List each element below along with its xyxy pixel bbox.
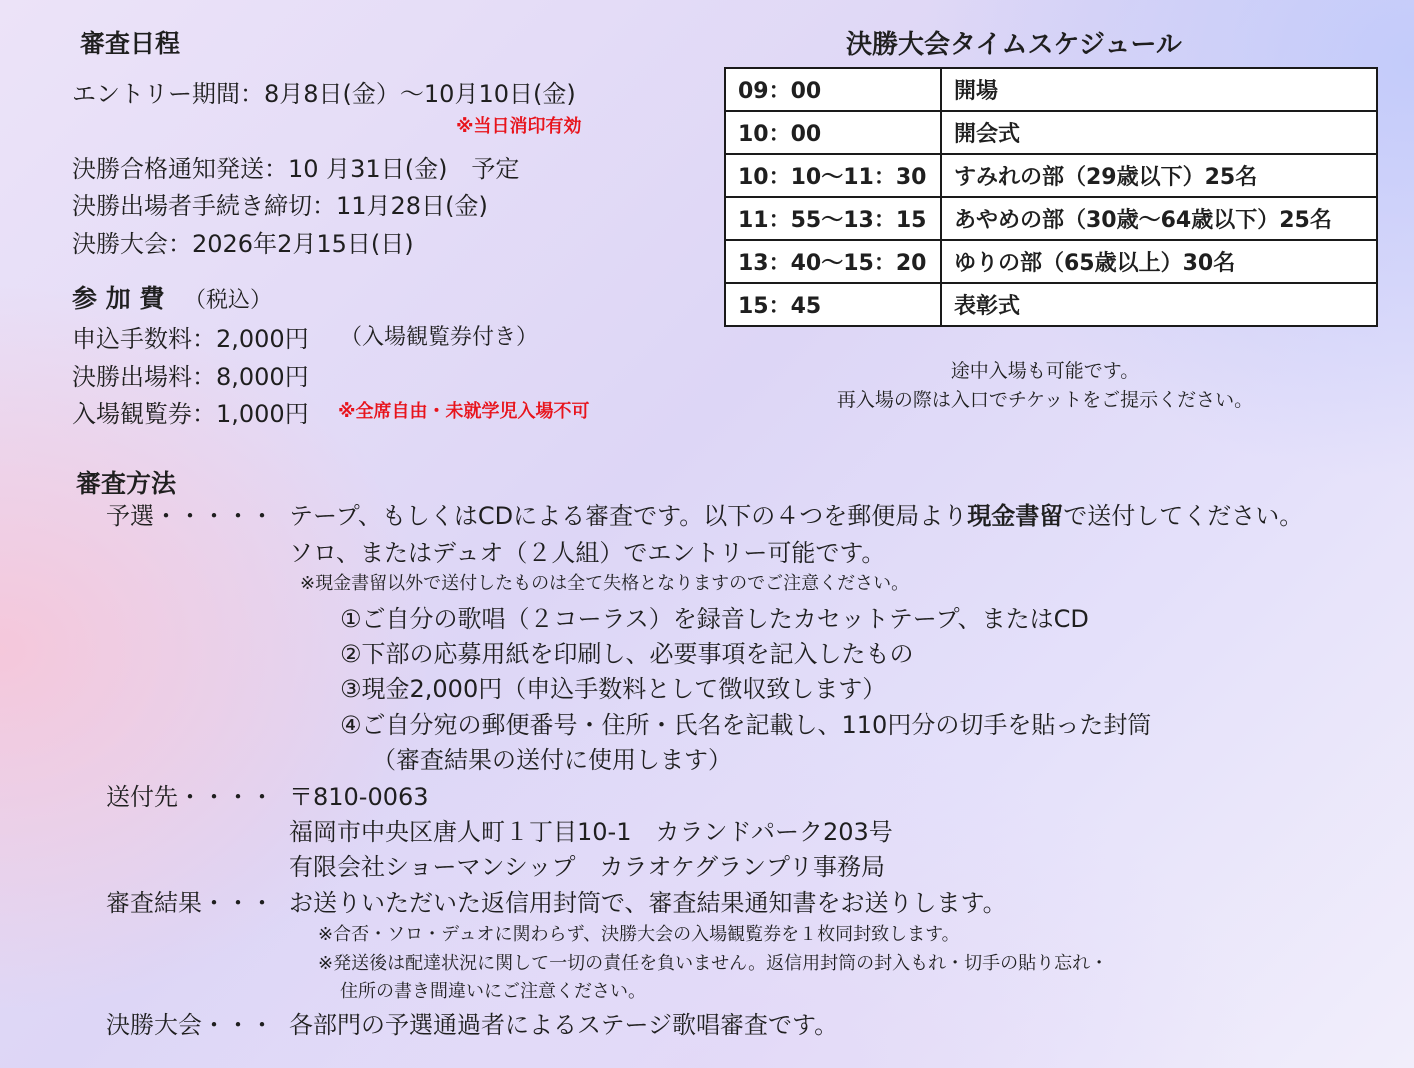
- final-label: 決勝大会・・・: [106, 1011, 274, 1039]
- event-cell: 開会式: [941, 111, 1377, 154]
- result-note-1: ※合否・ソロ・デュオに関わらず、決勝大会の入場観覧券を１枚同封致します。: [318, 924, 960, 945]
- time-cell: 11：55〜13：15: [725, 197, 941, 240]
- postmark-note: ※当日消印有効: [456, 116, 582, 137]
- result-note-2: ※発送後は配達状況に関して一切の責任を負いません。返信用封筒の封入もれ・切手の貼り忘れ・: [318, 953, 1109, 974]
- time-cell: 10：00: [725, 111, 941, 154]
- ticket-fee: 入場観覧券：1,000円: [72, 400, 309, 428]
- timetable-note-1: 途中入場も可能です。: [950, 360, 1140, 382]
- method-heading: 審査方法: [76, 469, 177, 498]
- event-cell: 表彰式: [941, 283, 1377, 326]
- list-item: ④ご自分宛の郵便番号・住所・氏名を記載し、110円分の切手を貼った封筒: [340, 711, 1152, 739]
- deadline-date: 決勝出場者手続き締切：11月28日(金): [72, 192, 488, 220]
- prelim-text: [289, 496, 1303, 531]
- table-row: [725, 197, 1377, 240]
- send-company: 有限会社ショーマンシップ カラオケグランプリ事務局: [289, 853, 886, 881]
- timetable: [724, 67, 1378, 327]
- table-row: [725, 111, 1377, 154]
- send-label: 送付先・・・・: [106, 783, 274, 811]
- event-cell: 開場: [941, 68, 1377, 111]
- final-date: 決勝大会：2026年2月15日(日): [72, 230, 414, 258]
- tax-note: （税込）: [184, 288, 273, 313]
- event-cell: あやめの部（30歳〜64歳以下）25名: [941, 197, 1377, 240]
- result-text: お送りいただいた返信用封筒で、審査結果通知書をお送りします。: [289, 889, 1007, 917]
- result-label: 審査結果・・・: [106, 889, 274, 917]
- table-row: [725, 68, 1377, 111]
- list-item: ③現金2,000円（申込手数料として徴収致します）: [340, 675, 887, 703]
- list-item: ②下部の応募用紙を印刷し、必要事項を記入したもの: [340, 640, 914, 668]
- schedule-heading: 審査日程: [80, 29, 181, 58]
- event-cell: すみれの部（29歳以下）25名: [941, 154, 1377, 197]
- timetable-note-2: 再入場の際は入口でチケットをご提示ください。: [836, 389, 1254, 411]
- event-cell: ゆりの部（65歳以上）30名: [941, 240, 1377, 283]
- prelim-label: 予選・・・・・: [106, 502, 274, 530]
- final-text: 各部門の予選通過者によるステージ歌唱審査です。: [289, 1011, 839, 1039]
- application-fee-note: （入場観覧券付き）: [340, 325, 539, 350]
- prelim-text-b: で送付してください。: [1063, 502, 1304, 530]
- notice-date: 決勝合格通知発送：10 月31日(金) 予定: [72, 155, 520, 183]
- table-row: [725, 283, 1377, 326]
- send-zip: 〒810-0063: [289, 783, 429, 811]
- fees-heading: 参 加 費: [72, 284, 165, 313]
- result-note-3: 住所の書き間違いにご注意ください。: [340, 981, 646, 1002]
- prelim-warning: ※現金書留以外で送付したものは全て失格となりますのでご注意ください。: [300, 573, 910, 594]
- send-address: 福岡市中央区唐人町１丁目10-1 カランドパーク203号: [289, 818, 893, 846]
- prelim-text-bold: 現金書留: [967, 502, 1064, 530]
- ticket-note: ※全席自由・未就学児入場不可: [338, 401, 590, 422]
- prelim-line2: ソロ、またはデュオ（２人組）でエントリー可能です。: [289, 539, 886, 567]
- application-fee: 申込手数料：2,000円: [72, 325, 309, 353]
- table-row: [725, 154, 1377, 197]
- final-fee: 決勝出場料：8,000円: [72, 363, 309, 391]
- prelim-text-a: テープ、もしくはCDによる審査です。以下の４つを郵便局より: [289, 502, 968, 530]
- time-cell: 15：45: [725, 283, 941, 326]
- list-item-continuation: （審査結果の送付に使用します）: [372, 746, 732, 774]
- list-item: ①ご自分の歌唱（２コーラス）を録音したカセットテープ、またはCD: [340, 605, 1089, 633]
- table-row: [725, 240, 1377, 283]
- time-cell: 13：40〜15：20: [725, 240, 941, 283]
- entry-period: エントリー期間：8月8日(金）〜10月10日(金): [72, 80, 576, 108]
- timetable-title: 決勝大会タイムスケジュール: [846, 30, 1182, 60]
- time-cell: 10：10〜11：30: [725, 154, 941, 197]
- time-cell: 09：00: [725, 68, 941, 111]
